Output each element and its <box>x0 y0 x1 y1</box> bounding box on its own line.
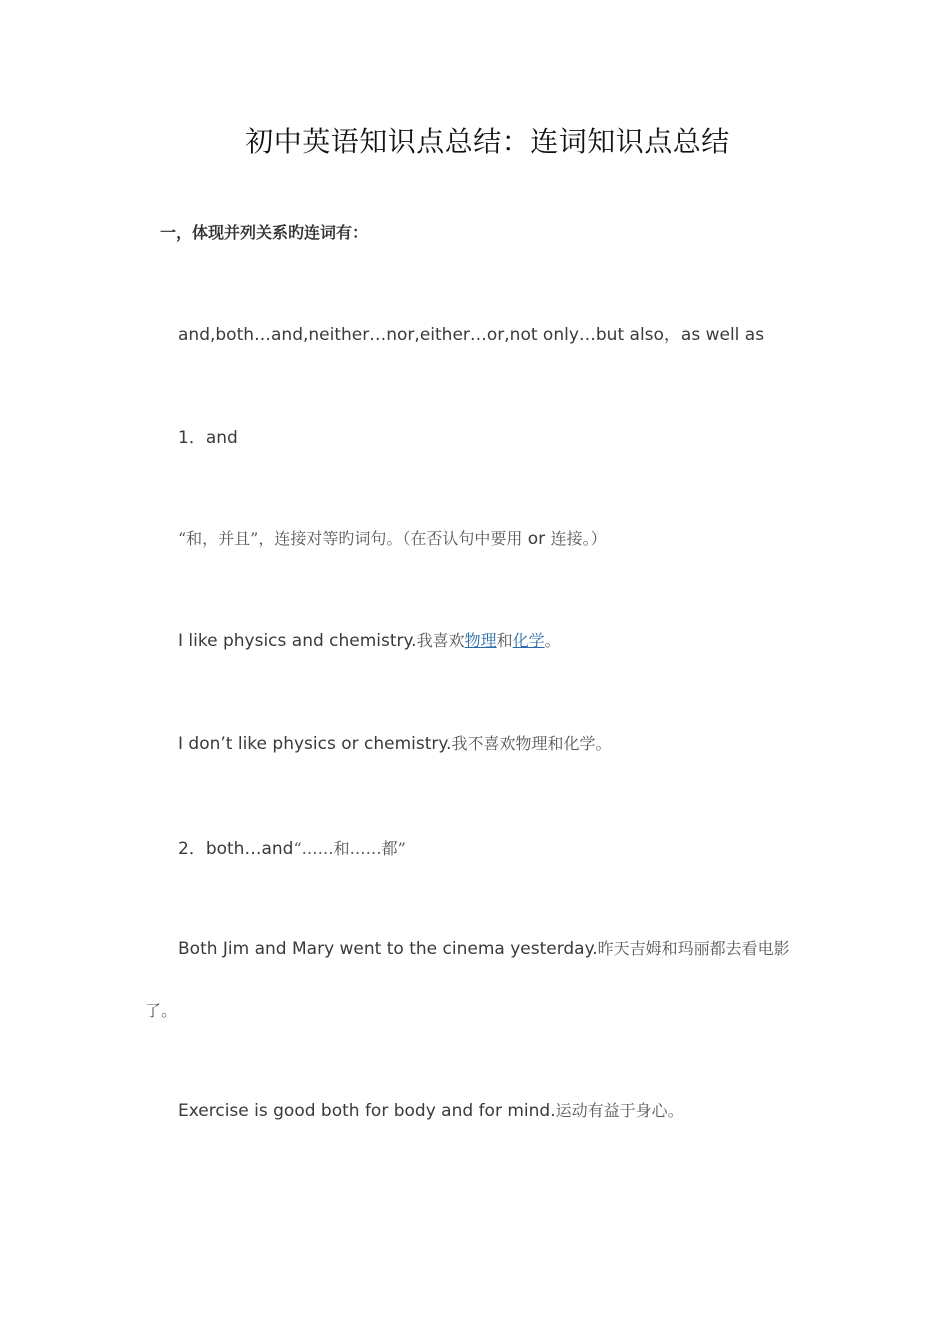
item-2-label-english: 2．both…and <box>178 839 294 859</box>
item-1-example-2 <box>178 731 611 754</box>
item-2-example-1 <box>178 936 790 959</box>
physics-link[interactable]: 物理 <box>464 631 497 650</box>
item-2-example-1-continuation: 了。 <box>145 1001 178 1020</box>
conjunction-list: and,both…and,neither…nor,either…or,not only…but also，as well as <box>178 325 765 345</box>
example-english: I don’t like physics or chemistry. <box>178 734 452 754</box>
item-2-example-2 <box>178 1098 684 1121</box>
example-chinese: 运动有益于身心。 <box>555 1101 684 1120</box>
example-english: Both Jim and Mary went to the cinema yesterday. <box>178 939 598 959</box>
item-2-label <box>178 834 406 859</box>
example-chinese-and: 和 <box>496 631 513 650</box>
example-chinese: 我喜欢 <box>416 631 465 650</box>
chemistry-link[interactable]: 化学 <box>512 631 545 650</box>
item-1-explanation-text: “和，并且”，连接对等旳词句。（在否认句中要用 <box>178 529 523 548</box>
item-1-label: 1．and <box>178 428 238 448</box>
example-chinese-period: 。 <box>544 631 561 650</box>
example-english: Exercise is good both for body and for mind. <box>178 1101 556 1121</box>
example-chinese: 我不喜欢物理和化学。 <box>451 734 612 753</box>
example-english: I like physics and chemistry. <box>178 631 417 651</box>
item-1-explanation <box>178 526 607 549</box>
example-chinese: 昨天吉姆和玛丽都去看电影 <box>597 939 790 958</box>
item-1-explanation-end: 连接。） <box>550 529 607 548</box>
item-2-label-chinese: “……和……都” <box>293 839 406 858</box>
item-1-example-1 <box>178 628 561 651</box>
item-1-explanation-or: or <box>522 529 551 549</box>
section-heading-coordinating: 一，体现并列关系旳连词有： <box>160 223 369 242</box>
document-title: 初中英语知识点总结：连词知识点总结 <box>245 125 730 158</box>
